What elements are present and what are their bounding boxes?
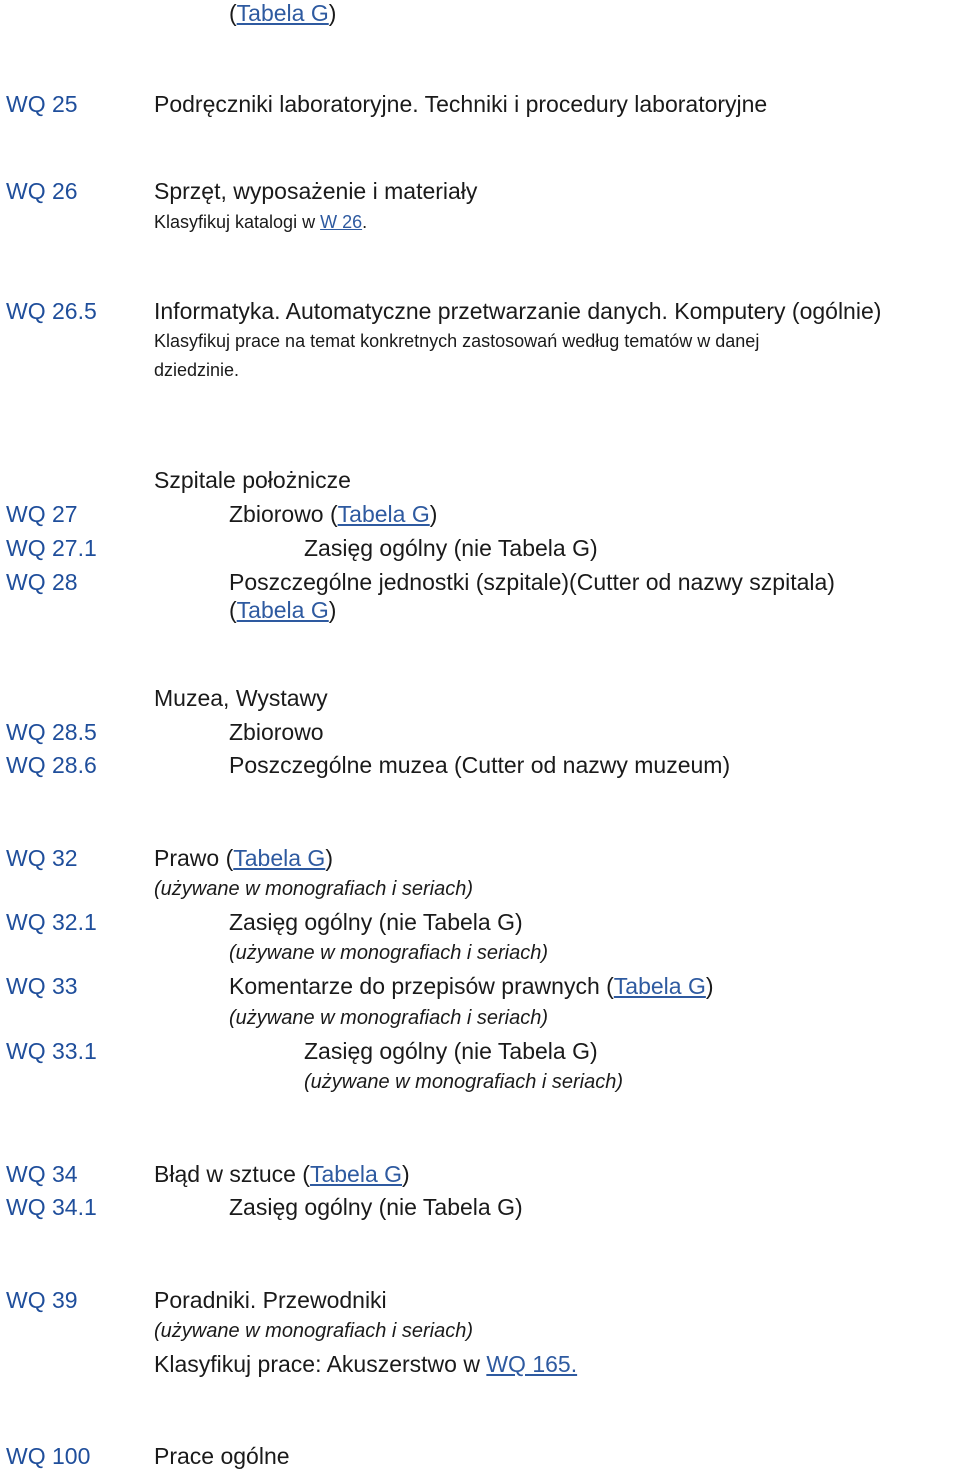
class-title: Zasięg ogólny (nie Tabela G): [304, 1038, 598, 1064]
class-code: WQ 28: [6, 569, 78, 595]
class-code: WQ 32: [6, 845, 78, 871]
class-title: Zasięg ogólny (nie Tabela G): [229, 1194, 523, 1220]
class-code: WQ 32.1: [6, 909, 97, 935]
class-title: Zasięg ogólny (nie Tabela G): [229, 909, 523, 935]
class-code: WQ 27: [6, 501, 78, 527]
class-title: [154, 845, 333, 872]
class-note: Klasyfikuj prace na temat konkretnych zastosowań według tematów w danej: [154, 331, 760, 351]
class-title: Poszczególne muzea (Cutter od nazwy muzeum): [229, 752, 731, 778]
class-code: WQ 33.1: [6, 1038, 97, 1064]
class-note: [154, 1351, 577, 1378]
tabela-g-link[interactable]: Tabela G: [236, 597, 329, 623]
class-title: Poradniki. Przewodniki: [154, 1287, 387, 1313]
tabela-g-link[interactable]: Tabela G: [309, 1161, 403, 1187]
tabela-g-link[interactable]: Tabela G: [236, 0, 329, 26]
usage-note: (używane w monografiach i seriach): [304, 1071, 624, 1093]
section-heading: Szpitale położnicze: [154, 467, 351, 493]
text: Klasyfikuj katalogi w: [154, 212, 321, 232]
class-title-cont: [229, 597, 336, 624]
class-code: WQ 28.5: [6, 719, 97, 745]
class-title: [229, 973, 714, 1000]
tabela-g-link[interactable]: Tabela G: [337, 501, 430, 527]
class-code: WQ 39: [6, 1287, 78, 1313]
class-title: Zasięg ogólny (nie Tabela G): [304, 535, 598, 561]
class-title: [229, 501, 437, 528]
usage-note: (używane w monografiach i seriach): [154, 878, 474, 900]
text: ): [429, 501, 438, 527]
usage-note: (używane w monografiach i seriach): [154, 1320, 474, 1342]
class-code: WQ 33: [6, 973, 78, 999]
class-title: [154, 1161, 410, 1188]
class-code: WQ 100: [6, 1443, 91, 1469]
text: ): [705, 973, 714, 999]
usage-note: (używane w monografiach i seriach): [229, 1007, 549, 1029]
entry-line: [229, 0, 336, 27]
text: ): [325, 845, 333, 871]
class-title: Informatyka. Automatyczne przetwarzanie danych. Komputery (ogólnie): [154, 298, 882, 324]
text: (: [229, 0, 237, 26]
tabela-g-link[interactable]: Tabela G: [233, 845, 326, 871]
class-title: Prace ogólne: [154, 1443, 290, 1469]
class-title: Podręczniki laboratoryjne. Techniki i procedury laboratoryjne: [154, 91, 768, 117]
text: Błąd w sztuce (: [154, 1161, 310, 1187]
class-note: [154, 212, 367, 233]
class-code: WQ 25: [6, 91, 78, 117]
text: ): [328, 597, 337, 623]
class-title: Zbiorowo: [229, 719, 324, 745]
w26-link[interactable]: W 26: [320, 212, 363, 232]
class-note: dziedzinie.: [154, 360, 240, 380]
text: ): [328, 0, 337, 26]
text: (: [229, 597, 237, 623]
class-title: Sprzęt, wyposażenie i materiały: [154, 178, 478, 204]
text: Klasyfikuj prace: Akuszerstwo w: [154, 1351, 487, 1377]
usage-note: (używane w monografiach i seriach): [229, 942, 549, 964]
wq165-link[interactable]: WQ 165.: [486, 1351, 578, 1377]
text: ): [402, 1161, 410, 1187]
text: .: [362, 212, 368, 232]
class-title: Poszczególne jednostki (szpitale)(Cutter od nazwy szpitala): [229, 569, 835, 595]
tabela-g-link[interactable]: Tabela G: [613, 973, 706, 999]
class-code: WQ 34.1: [6, 1194, 97, 1220]
text: Prawo (: [154, 845, 234, 871]
text: Komentarze do przepisów prawnych (: [229, 973, 614, 999]
text: Zbiorowo (: [229, 501, 338, 527]
class-code: WQ 28.6: [6, 752, 97, 778]
class-code: WQ 34: [6, 1161, 78, 1187]
section-heading: Muzea, Wystawy: [154, 685, 328, 711]
class-code: WQ 27.1: [6, 535, 97, 561]
class-code: WQ 26: [6, 178, 78, 204]
class-code: WQ 26.5: [6, 298, 97, 324]
